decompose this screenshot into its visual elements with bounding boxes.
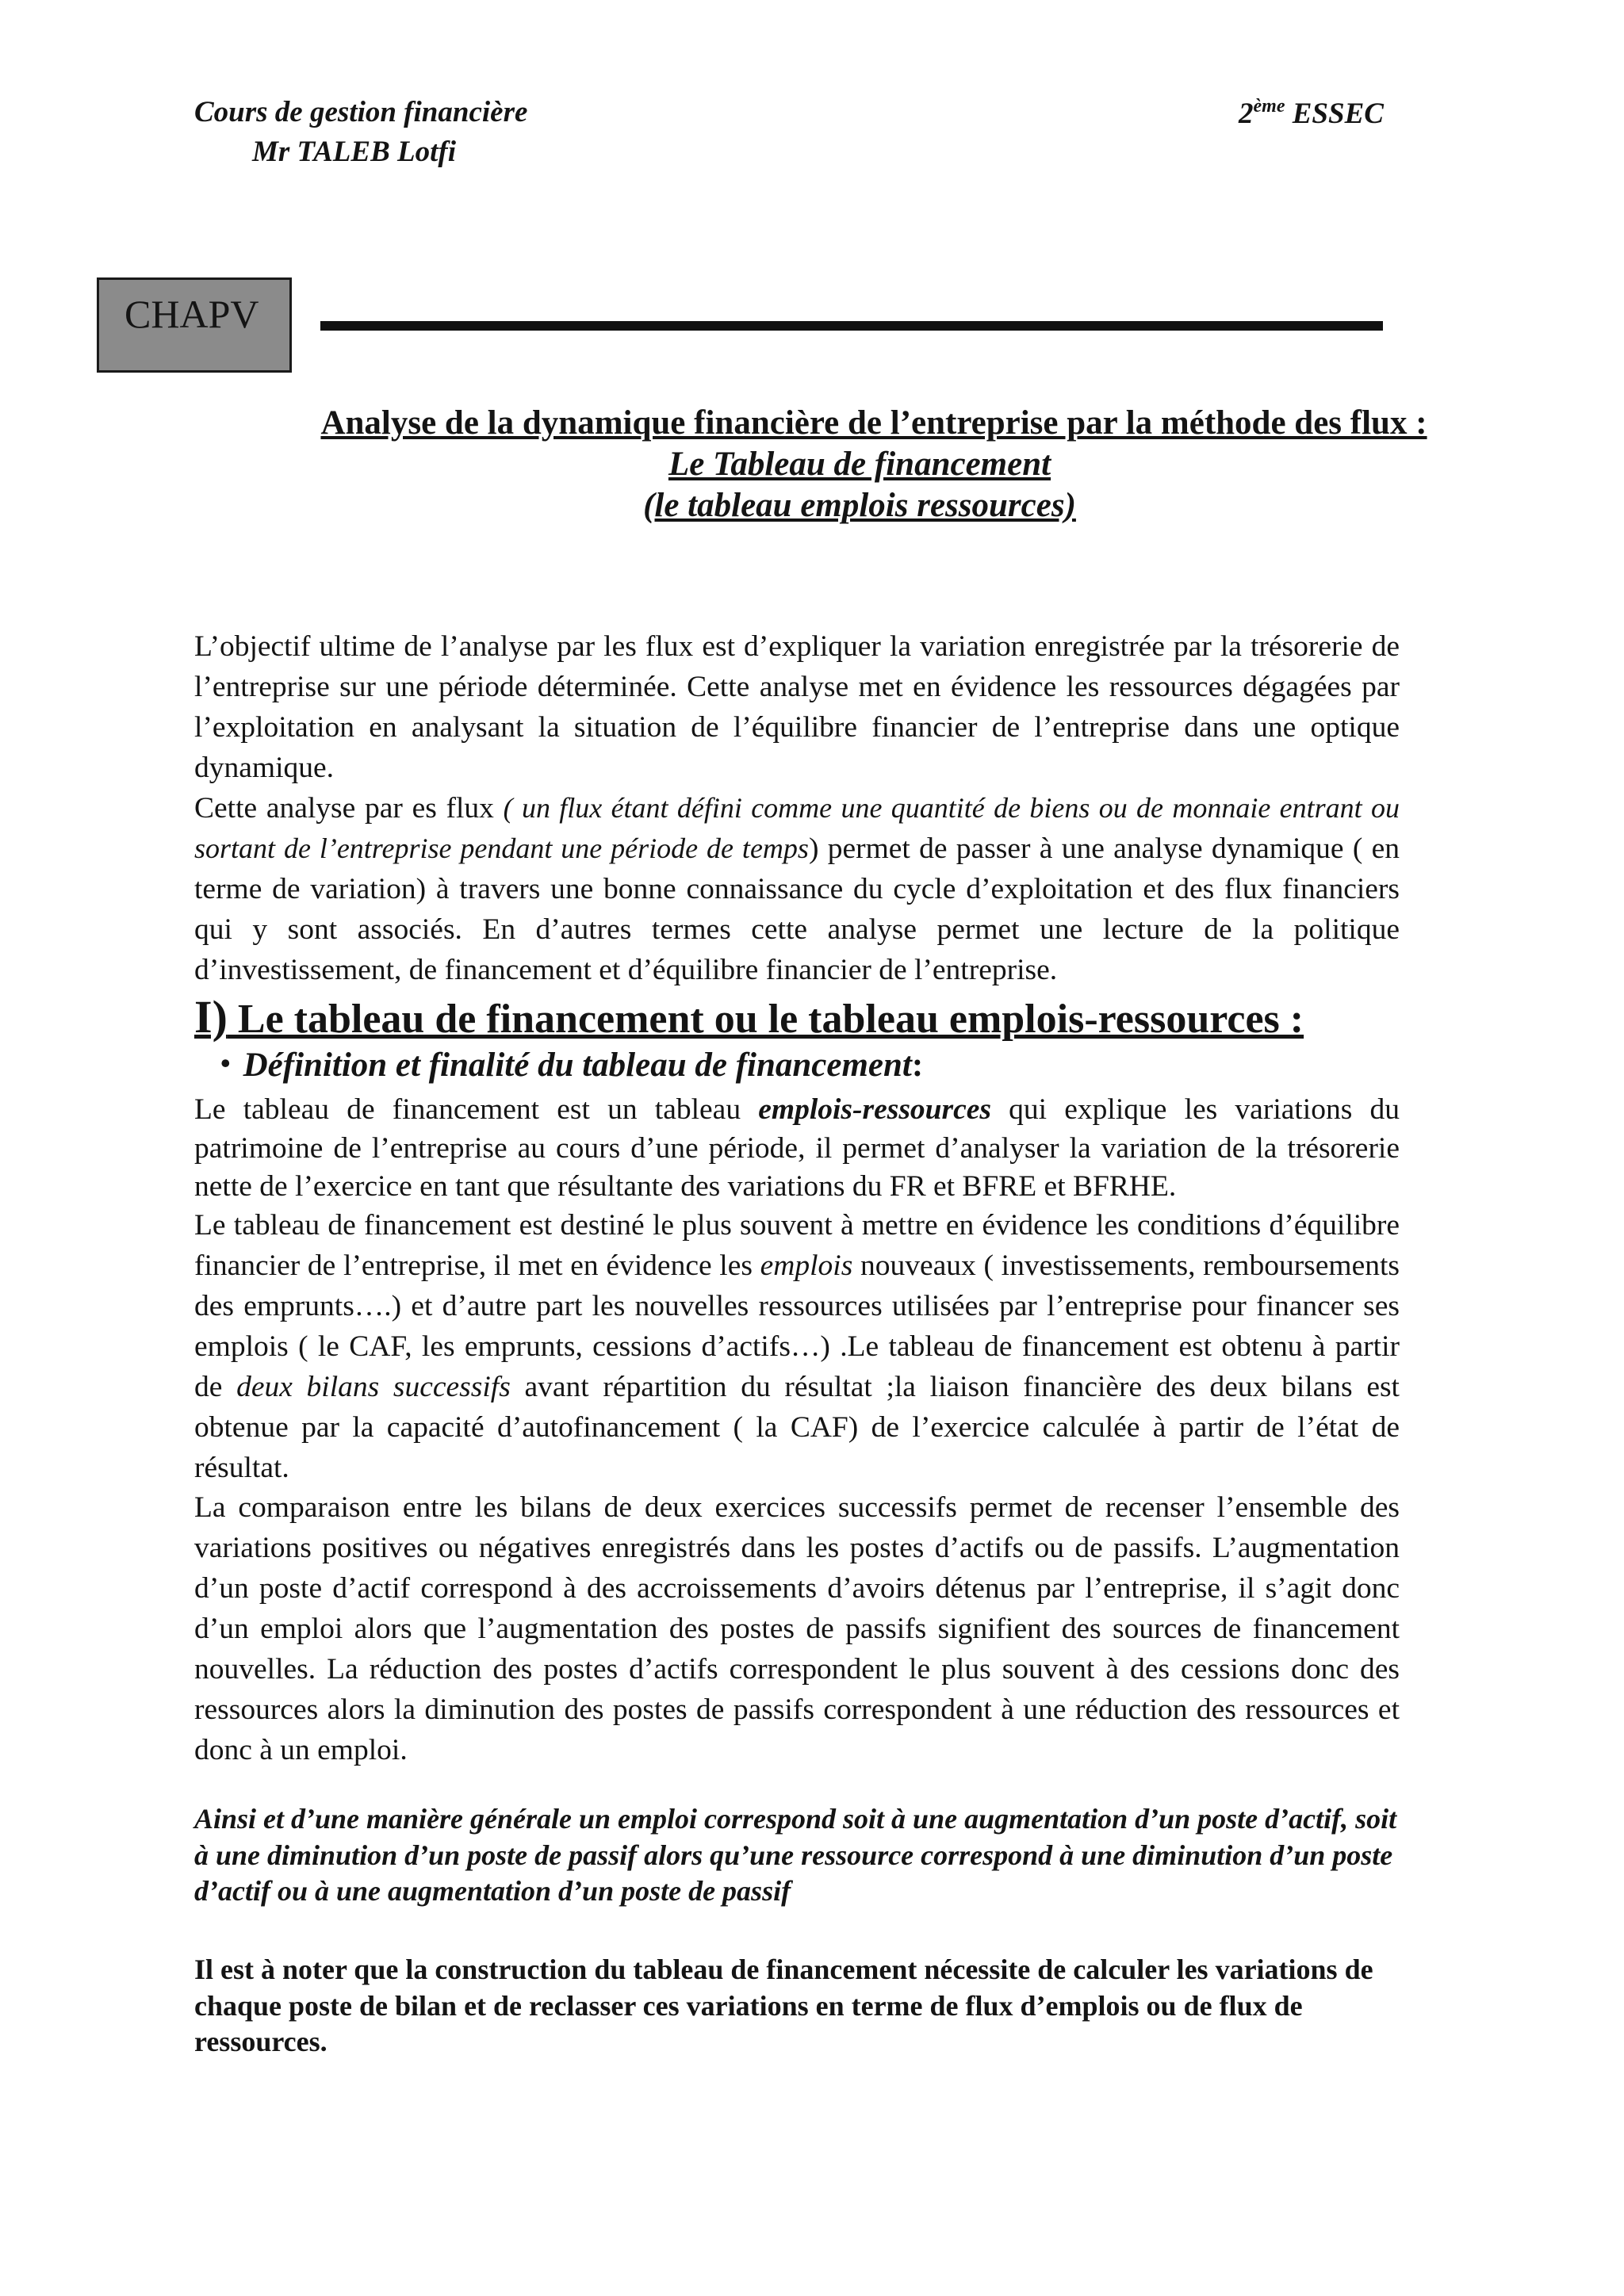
definition-paragraph-1 xyxy=(194,1091,1400,1207)
teacher-name: Mr TALEB Lotfi xyxy=(252,136,456,168)
course-title: Cours de gestion financière xyxy=(194,96,528,128)
intro-p2-end: ) permet de passer à une analyse dynamique ( en terme de variation) à travers une bonne connaissance du cycle d’exploitation et des flux financiers qui y sont associés. En d’autres termes cette analyse permet une lecture de la politique d’investissement, de financement et d’équilibre financier de l’entreprise. xyxy=(194,832,1400,986)
subsection-colon: : xyxy=(911,1047,924,1084)
class-number: 2 xyxy=(1239,98,1254,130)
section-heading xyxy=(194,989,1431,1045)
emplois-ressources-emphasis: emplois-ressources xyxy=(758,1093,991,1126)
summary-statement: Ainsi et d’une manière générale un emploi correspond soit à une augmentation d’un poste d’actif, soit à une diminution d’un poste de passif alors qu’une ressource correspond à une diminution d’un poste d’actif ou à une augmentation d’un poste de passif xyxy=(194,1803,1397,1908)
section-heading-text: Le tableau de financement ou le tableau emplois-ressources : xyxy=(227,997,1304,1042)
chapter-rule xyxy=(320,321,1383,331)
subtitle: Le Tableau de financement xyxy=(668,446,1051,483)
def-p2-mid: nouveaux ( investissements, remboursements des emprunts….) et d’autre part les nouvelles ressources utilisées par l’entreprise pour financer ses emplois ( le CAF, les emprunts, cessions d’actifs…) .Le tableau de financement est obtenu à partir de xyxy=(194,1249,1400,1403)
subtitle-parenthetical: (le tableau emplois ressources) xyxy=(643,487,1076,524)
main-title: Analyse de la dynamique financière de l’entreprise par la méthode des flux : xyxy=(320,404,1427,442)
def-p1-end: qui explique les variations du patrimoine de l’entreprise au cours d’une période, il permet d’analyser la variation de la trésorerie nette de l’exercice en tant que résultante des variations du FR et BFRE et BFRHE. xyxy=(194,1093,1400,1203)
intro-paragraph-1: L’objectif ultime de l’analyse par les flux est d’expliquer la variation enregistrée par la trésorerie de l’entreprise sur une période déterminée. Cette analyse met en évidence les ressources dégagées par l’exploitation en analysant la situation de l’équilibre financier de l’entreprise dans une optique dynamique. xyxy=(194,630,1400,784)
emplois-emphasis: emplois xyxy=(760,1249,853,1282)
construction-note: Il est à noter que la construction du tableau de financement nécessite de calculer les variations de chaque poste de bilan et de reclasser ces variations en terme de flux d’emplois ou de flux de ressources. xyxy=(194,1954,1373,2058)
subsection-heading xyxy=(220,1045,923,1086)
class-name: ESSEC xyxy=(1285,98,1384,130)
class-label xyxy=(1239,95,1384,132)
def-p2-end: avant répartition du résultat ;la liaison financière des deux bilans est obtenue par la capacité d’autofinancement ( la CAF) de l’exercice calculée à partir de l’état de résultat. xyxy=(194,1371,1400,1484)
section-numeral: I) xyxy=(194,991,228,1043)
bullet-icon: • xyxy=(220,1047,231,1079)
def-p2-start: Le tableau de financement est destiné le plus souvent à mettre en évidence les conditions d’équilibre financier de l’entreprise, il met en évidence les xyxy=(194,1209,1400,1282)
deux-bilans-emphasis: deux bilans successifs xyxy=(236,1371,511,1403)
def-p1-start: Le tableau de financement est un tableau xyxy=(194,1093,759,1126)
intro-paragraph-2 xyxy=(194,788,1400,990)
intro-p2-start: Cette analyse par es flux xyxy=(194,792,504,825)
chapter-box: CHAPV xyxy=(97,277,292,373)
flux-definition-note: ( un flux étant défini comme une quantité de biens ou de monnaie entrant ou sortant de l’entreprise pendant une période de temps xyxy=(194,792,1400,864)
class-superscript: ème xyxy=(1253,96,1285,117)
definition-paragraph-2 xyxy=(194,1205,1400,1488)
subsection-heading-text: Définition et finalité du tableau de financement xyxy=(243,1047,912,1084)
definition-paragraph-3: La comparaison entre les bilans de deux exercices successifs permet de recenser l’ensemble des variations positives ou négatives enregistrés dans les postes d’actifs ou de passifs. L’augmentation d’un poste d’actif correspond à des accroissements d’avoirs détenus par l’entreprise, il s’agit donc d’un emploi alors que l’augmentation des postes de passifs signifient des sources de financement nouvelles. La réduction des postes d’actifs correspondent le plus souvent à des cessions donc des ressources alors la diminution des postes de passifs correspondent à une réduction des ressources et donc à un emploi. xyxy=(194,1491,1400,1766)
